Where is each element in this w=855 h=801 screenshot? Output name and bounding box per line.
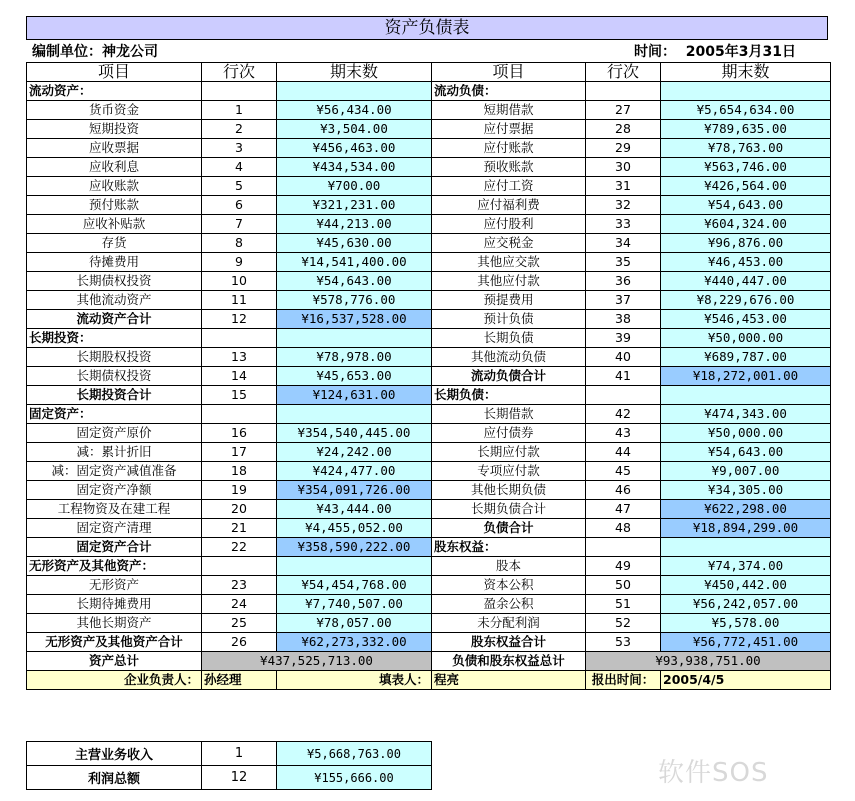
table-row	[27, 424, 831, 443]
table-row	[27, 538, 831, 557]
asset-row-number: 11	[202, 291, 277, 310]
asset-item-name: 应收利息	[27, 158, 202, 177]
liability-item-name: 预提费用	[432, 291, 586, 310]
asset-item-name: 流动资产合计	[27, 310, 202, 329]
liability-row-number: 36	[586, 272, 661, 291]
liabilities-total-label: 负债和股东权益总计	[432, 652, 586, 671]
watermark-logo: 软件SOS	[658, 758, 769, 788]
liability-value-cell: ¥50,000.00	[661, 329, 831, 348]
asset-item-name: 固定资产清理	[27, 519, 202, 538]
asset-row-number: 24	[202, 595, 277, 614]
asset-value-cell: ¥321,231.00	[277, 196, 432, 215]
liability-row-number: 42	[586, 405, 661, 424]
liability-value-cell: ¥78,763.00	[661, 139, 831, 158]
table-row	[27, 253, 831, 272]
liability-value-cell: ¥8,229,676.00	[661, 291, 831, 310]
asset-value-cell	[277, 557, 432, 576]
liability-item-name: 应付工资	[432, 177, 586, 196]
liability-section-label: 长期负债：	[432, 386, 586, 405]
table-row	[27, 443, 831, 462]
asset-row-number: 14	[202, 367, 277, 386]
liability-value-cell: ¥96,876.00	[661, 234, 831, 253]
liability-row-number: 27	[586, 101, 661, 120]
manager-name: 孙经理	[202, 671, 277, 690]
asset-item-name: 长期投资合计	[27, 386, 202, 405]
liability-item-name: 未分配利润	[432, 614, 586, 633]
asset-section-label: 固定资产：	[27, 405, 202, 424]
asset-row-number: 21	[202, 519, 277, 538]
liability-row-number: 35	[586, 253, 661, 272]
header-item-left: 项目	[27, 63, 202, 82]
table-row	[27, 139, 831, 158]
asset-row-number: 15	[202, 386, 277, 405]
liability-item-name: 应付票据	[432, 120, 586, 139]
asset-item-name: 应收补贴款	[27, 215, 202, 234]
asset-value-cell: ¥354,540,445.00	[277, 424, 432, 443]
signature-row	[27, 671, 831, 690]
income-row-number: 1	[202, 742, 277, 766]
asset-value-cell: ¥54,643.00	[277, 272, 432, 291]
asset-item-name: 固定资产合计	[27, 538, 202, 557]
asset-item-name: 其他流动资产	[27, 291, 202, 310]
liability-value-cell: ¥74,374.00	[661, 557, 831, 576]
asset-row-number: 4	[202, 158, 277, 177]
liability-value-cell: ¥54,643.00	[661, 443, 831, 462]
asset-value-cell: ¥56,434.00	[277, 101, 432, 120]
table-row	[27, 614, 831, 633]
table-row	[27, 481, 831, 500]
asset-row-number: 6	[202, 196, 277, 215]
income-item-name: 利润总额	[27, 766, 202, 790]
liability-row-number	[586, 538, 661, 557]
table-row	[27, 500, 831, 519]
asset-value-cell: ¥4,455,052.00	[277, 519, 432, 538]
preparer-name: 程亮	[432, 671, 586, 690]
asset-value-cell: ¥16,537,528.00	[277, 310, 432, 329]
liability-row-number: 49	[586, 557, 661, 576]
liability-item-name: 资本公积	[432, 576, 586, 595]
header-row-right: 行次	[586, 63, 661, 82]
table-row	[27, 291, 831, 310]
asset-row-number: 17	[202, 443, 277, 462]
header-row-left: 行次	[202, 63, 277, 82]
asset-item-name: 存货	[27, 234, 202, 253]
asset-row-number: 8	[202, 234, 277, 253]
income-value: ¥155,666.00	[277, 766, 432, 790]
asset-item-name: 预付账款	[27, 196, 202, 215]
asset-row-number: 23	[202, 576, 277, 595]
table-row	[27, 196, 831, 215]
table-row	[27, 82, 831, 101]
liability-value-cell: ¥563,746.00	[661, 158, 831, 177]
liability-item-name: 股东权益合计	[432, 633, 586, 652]
assets-total-value: ¥437,525,713.00	[202, 652, 432, 671]
liability-row-number: 39	[586, 329, 661, 348]
asset-section-label: 无形资产及其他资产：	[27, 557, 202, 576]
table-row	[27, 633, 831, 652]
asset-item-name: 货币资金	[27, 101, 202, 120]
liability-value-cell: ¥426,564.00	[661, 177, 831, 196]
liability-value-cell: ¥689,787.00	[661, 348, 831, 367]
asset-item-name: 固定资产净额	[27, 481, 202, 500]
income-row	[27, 742, 432, 766]
asset-row-number: 2	[202, 120, 277, 139]
asset-item-name: 工程物资及在建工程	[27, 500, 202, 519]
table-row	[27, 272, 831, 291]
liability-row-number: 34	[586, 234, 661, 253]
header-item-right: 项目	[432, 63, 586, 82]
liability-value-cell: ¥450,442.00	[661, 576, 831, 595]
asset-row-number: 25	[202, 614, 277, 633]
asset-section-label: 长期投资：	[27, 329, 202, 348]
liability-item-name: 流动负债合计	[432, 367, 586, 386]
liability-value-cell: ¥9,007.00	[661, 462, 831, 481]
asset-item-name: 待摊费用	[27, 253, 202, 272]
liability-row-number: 52	[586, 614, 661, 633]
liability-item-name: 其他应交款	[432, 253, 586, 272]
liability-row-number: 53	[586, 633, 661, 652]
liability-row-number: 44	[586, 443, 661, 462]
table-row	[27, 348, 831, 367]
liability-value-cell: ¥50,000.00	[661, 424, 831, 443]
asset-value-cell: ¥24,242.00	[277, 443, 432, 462]
asset-item-name: 无形资产及其他资产合计	[27, 633, 202, 652]
liability-row-number: 33	[586, 215, 661, 234]
liability-item-name: 应付股利	[432, 215, 586, 234]
table-row	[27, 310, 831, 329]
liability-value-cell	[661, 386, 831, 405]
table-row	[27, 576, 831, 595]
liability-item-name: 长期负债	[432, 329, 586, 348]
asset-row-number: 19	[202, 481, 277, 500]
asset-value-cell: ¥14,541,400.00	[277, 253, 432, 272]
asset-value-cell: ¥44,213.00	[277, 215, 432, 234]
table-row	[27, 386, 831, 405]
liability-value-cell: ¥5,654,634.00	[661, 101, 831, 120]
income-row	[27, 766, 432, 790]
liability-item-name: 应付福利费	[432, 196, 586, 215]
liability-row-number: 46	[586, 481, 661, 500]
asset-row-number	[202, 329, 277, 348]
income-value: ¥5,668,763.00	[277, 742, 432, 766]
income-item-name: 主营业务收入	[27, 742, 202, 766]
asset-item-name: 无形资产	[27, 576, 202, 595]
table-row	[27, 177, 831, 196]
liability-value-cell: ¥46,453.00	[661, 253, 831, 272]
liability-value-cell	[661, 538, 831, 557]
liability-item-name: 应付债券	[432, 424, 586, 443]
liability-row-number: 41	[586, 367, 661, 386]
table-row	[27, 519, 831, 538]
asset-row-number: 13	[202, 348, 277, 367]
asset-item-name: 长期债权投资	[27, 367, 202, 386]
liability-item-name: 其他流动负债	[432, 348, 586, 367]
liability-item-name: 预计负债	[432, 310, 586, 329]
liability-row-number: 48	[586, 519, 661, 538]
liabilities-total-value: ¥93,938,751.00	[586, 652, 831, 671]
asset-value-cell: ¥700.00	[277, 177, 432, 196]
table-row	[27, 215, 831, 234]
liability-row-number: 38	[586, 310, 661, 329]
liability-item-name: 长期应付款	[432, 443, 586, 462]
header-row	[27, 63, 831, 82]
sheet-meta	[26, 42, 828, 62]
asset-value-cell	[277, 405, 432, 424]
asset-row-number: 10	[202, 272, 277, 291]
liability-value-cell: ¥56,242,057.00	[661, 595, 831, 614]
liability-value-cell: ¥546,453.00	[661, 310, 831, 329]
liability-item-name: 长期负债合计	[432, 500, 586, 519]
table-row	[27, 158, 831, 177]
liability-item-name: 预收账款	[432, 158, 586, 177]
asset-row-number	[202, 405, 277, 424]
grand-total-row	[27, 652, 831, 671]
asset-value-cell: ¥358,590,222.00	[277, 538, 432, 557]
liability-row-number: 50	[586, 576, 661, 595]
asset-row-number: 9	[202, 253, 277, 272]
liability-row-number: 30	[586, 158, 661, 177]
table-row	[27, 462, 831, 481]
liability-value-cell: ¥622,298.00	[661, 500, 831, 519]
asset-value-cell: ¥45,630.00	[277, 234, 432, 253]
liability-value-cell: ¥474,343.00	[661, 405, 831, 424]
liability-row-number: 45	[586, 462, 661, 481]
liability-item-name: 长期借款	[432, 405, 586, 424]
asset-value-cell: ¥578,776.00	[277, 291, 432, 310]
liability-row-number: 47	[586, 500, 661, 519]
preparer-label: 填表人：	[277, 671, 432, 690]
asset-value-cell: ¥124,631.00	[277, 386, 432, 405]
liability-value-cell: ¥604,324.00	[661, 215, 831, 234]
asset-item-name: 固定资产原价	[27, 424, 202, 443]
balance-sheet-table	[26, 62, 831, 690]
asset-value-cell: ¥354,091,726.00	[277, 481, 432, 500]
liability-item-name: 应交税金	[432, 234, 586, 253]
liability-row-number: 28	[586, 120, 661, 139]
liability-value-cell	[661, 82, 831, 101]
liability-item-name: 短期借款	[432, 101, 586, 120]
asset-value-cell: ¥424,477.00	[277, 462, 432, 481]
asset-item-name: 减：累计折旧	[27, 443, 202, 462]
asset-row-number: 18	[202, 462, 277, 481]
liability-row-number: 31	[586, 177, 661, 196]
asset-row-number: 16	[202, 424, 277, 443]
liability-row-number: 32	[586, 196, 661, 215]
asset-row-number: 5	[202, 177, 277, 196]
asset-value-cell: ¥7,740,507.00	[277, 595, 432, 614]
asset-value-cell: ¥43,444.00	[277, 500, 432, 519]
asset-row-number: 26	[202, 633, 277, 652]
asset-item-name: 其他长期资产	[27, 614, 202, 633]
liability-value-cell: ¥18,272,001.00	[661, 367, 831, 386]
asset-value-cell: ¥434,534.00	[277, 158, 432, 177]
header-value-left: 期末数	[277, 63, 432, 82]
asset-row-number: 3	[202, 139, 277, 158]
liability-row-number: 40	[586, 348, 661, 367]
asset-value-cell: ¥45,653.00	[277, 367, 432, 386]
liability-value-cell: ¥440,447.00	[661, 272, 831, 291]
asset-item-name: 应收票据	[27, 139, 202, 158]
table-row	[27, 405, 831, 424]
report-time-value: 2005/4/5	[661, 671, 831, 690]
sheet-title: 资产负债表	[26, 16, 828, 40]
manager-label: 企业负责人：	[27, 671, 202, 690]
asset-row-number: 22	[202, 538, 277, 557]
liability-section-label: 流动负债：	[432, 82, 586, 101]
report-date: 时间： 2005年3月31日	[634, 44, 796, 60]
liability-item-name: 负债合计	[432, 519, 586, 538]
asset-value-cell	[277, 329, 432, 348]
table-row	[27, 329, 831, 348]
table-row	[27, 234, 831, 253]
liability-section-label: 股东权益：	[432, 538, 586, 557]
report-time-label: 报出时间：	[586, 671, 661, 690]
asset-value-cell: ¥3,504.00	[277, 120, 432, 139]
liability-value-cell: ¥18,894,299.00	[661, 519, 831, 538]
liability-item-name: 其他应付款	[432, 272, 586, 291]
asset-item-name: 长期待摊费用	[27, 595, 202, 614]
liability-value-cell: ¥5,578.00	[661, 614, 831, 633]
asset-row-number: 7	[202, 215, 277, 234]
asset-value-cell: ¥78,057.00	[277, 614, 432, 633]
income-summary-table	[26, 741, 432, 790]
liability-row-number	[586, 82, 661, 101]
asset-item-name: 减：固定资产减值准备	[27, 462, 202, 481]
asset-row-number	[202, 557, 277, 576]
asset-item-name: 短期投资	[27, 120, 202, 139]
liability-row-number: 37	[586, 291, 661, 310]
asset-value-cell	[277, 82, 432, 101]
liability-value-cell: ¥34,305.00	[661, 481, 831, 500]
liability-row-number	[586, 386, 661, 405]
asset-value-cell: ¥62,273,332.00	[277, 633, 432, 652]
asset-value-cell: ¥54,454,768.00	[277, 576, 432, 595]
liability-row-number: 43	[586, 424, 661, 443]
table-row	[27, 595, 831, 614]
asset-item-name: 长期债权投资	[27, 272, 202, 291]
liability-value-cell: ¥56,772,451.00	[661, 633, 831, 652]
liability-item-name: 应付账款	[432, 139, 586, 158]
liability-item-name: 专项应付款	[432, 462, 586, 481]
table-row	[27, 120, 831, 139]
table-row	[27, 101, 831, 120]
liability-item-name: 股本	[432, 557, 586, 576]
asset-section-label: 流动资产：	[27, 82, 202, 101]
asset-row-number	[202, 82, 277, 101]
table-row	[27, 367, 831, 386]
asset-row-number: 1	[202, 101, 277, 120]
table-row	[27, 557, 831, 576]
liability-row-number: 51	[586, 595, 661, 614]
liability-row-number: 29	[586, 139, 661, 158]
company-unit: 编制单位：神龙公司	[32, 44, 158, 60]
income-row-number: 12	[202, 766, 277, 790]
asset-item-name: 应收账款	[27, 177, 202, 196]
liability-item-name: 其他长期负债	[432, 481, 586, 500]
asset-value-cell: ¥456,463.00	[277, 139, 432, 158]
asset-row-number: 12	[202, 310, 277, 329]
header-value-right: 期末数	[661, 63, 831, 82]
liability-item-name: 盈余公积	[432, 595, 586, 614]
assets-total-label: 资产总计	[27, 652, 202, 671]
asset-item-name: 长期股权投资	[27, 348, 202, 367]
liability-value-cell: ¥54,643.00	[661, 196, 831, 215]
asset-row-number: 20	[202, 500, 277, 519]
liability-value-cell: ¥789,635.00	[661, 120, 831, 139]
asset-value-cell: ¥78,978.00	[277, 348, 432, 367]
